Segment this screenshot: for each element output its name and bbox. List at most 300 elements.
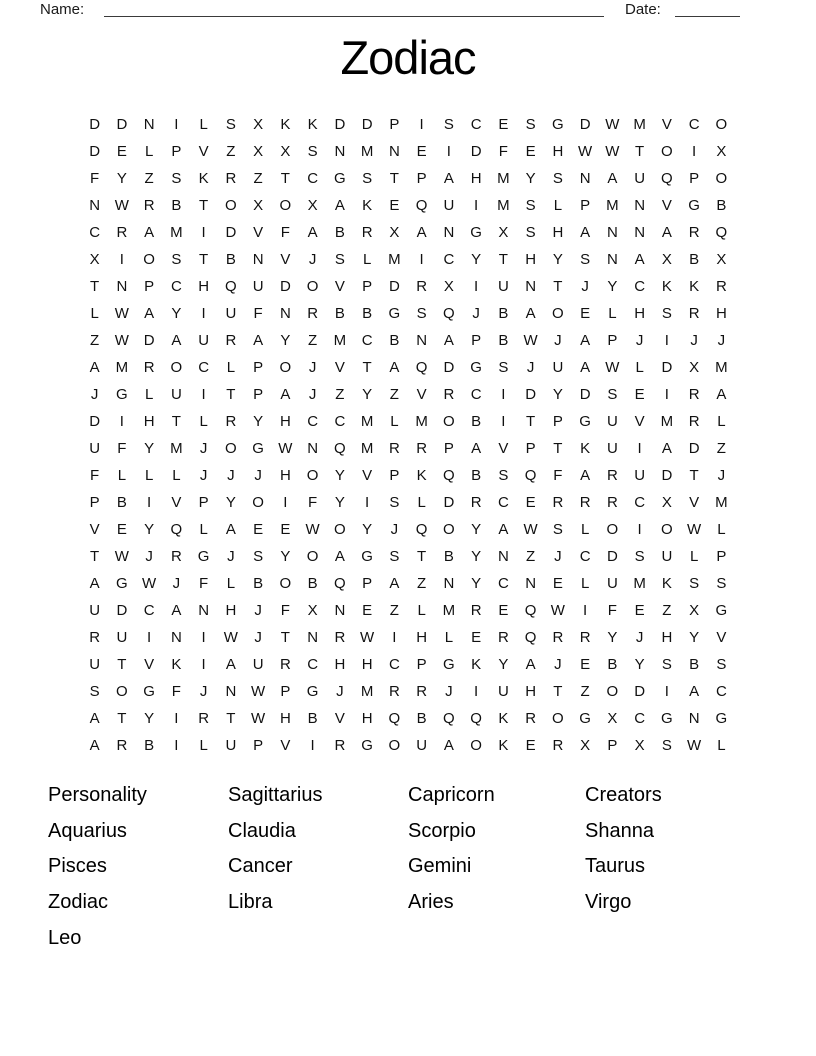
- grid-letter: U: [416, 737, 428, 754]
- grid-letter: O: [306, 548, 319, 565]
- grid-letter: I: [174, 737, 179, 754]
- grid-letter: A: [416, 224, 427, 241]
- grid-letter: E: [116, 143, 127, 160]
- grid-letter: E: [471, 629, 482, 646]
- grid-letter: Q: [443, 710, 455, 727]
- grid-letter: E: [525, 494, 536, 511]
- grid-letter: T: [117, 710, 127, 727]
- grid-letter: R: [688, 305, 700, 322]
- grid-letter: R: [307, 305, 319, 322]
- word-list-item: Aquarius: [48, 819, 127, 842]
- grid-letter: M: [633, 116, 646, 133]
- grid-letter: A: [580, 359, 591, 376]
- grid-letter: P: [198, 494, 209, 511]
- grid-letter: U: [634, 170, 646, 187]
- grid-letter: J: [308, 359, 317, 376]
- grid-letter: V: [634, 413, 645, 430]
- word-list-column: [408, 778, 585, 957]
- word-list: [48, 778, 768, 957]
- grid-letter: L: [635, 359, 644, 376]
- word-list-item: Claudia: [228, 819, 296, 842]
- grid-letter: R: [143, 359, 155, 376]
- grid-letter: W: [114, 332, 129, 349]
- grid-letter: J: [199, 467, 208, 484]
- grid-letter: C: [497, 575, 509, 592]
- grid-letter: A: [253, 332, 264, 349]
- grid-letter: S: [362, 170, 373, 187]
- grid-letter: P: [89, 494, 100, 511]
- grid-letter: Y: [552, 386, 563, 403]
- grid-letter: E: [525, 737, 536, 754]
- grid-letter: D: [361, 116, 373, 133]
- grid-letter: N: [497, 548, 509, 565]
- word-list-column: [48, 778, 228, 957]
- grid-letter: T: [226, 710, 236, 727]
- grid-letter: E: [498, 602, 509, 619]
- grid-letter: S: [634, 548, 645, 565]
- grid-letter: Q: [225, 278, 237, 295]
- grid-letter: N: [443, 224, 455, 241]
- date-label: Date:: [625, 1, 661, 18]
- grid-letter: U: [552, 359, 564, 376]
- grid-letter: P: [362, 278, 373, 295]
- grid-letter: Q: [443, 305, 455, 322]
- grid-letter: N: [388, 143, 400, 160]
- grid-letter: G: [661, 710, 673, 727]
- grid-letter: I: [365, 494, 370, 511]
- grid-letter: B: [498, 332, 509, 349]
- grid-letter: O: [306, 467, 319, 484]
- grid-letter: P: [607, 737, 618, 754]
- grid-letter: F: [498, 143, 508, 160]
- grid-letter: I: [201, 386, 206, 403]
- grid-letter: B: [144, 737, 155, 754]
- grid-letter: D: [661, 467, 673, 484]
- grid-letter: O: [252, 494, 264, 511]
- grid-letter: V: [661, 197, 672, 214]
- grid-letter: I: [283, 494, 288, 511]
- grid-letter: I: [147, 494, 152, 511]
- grid-letter: V: [498, 440, 509, 457]
- grid-letter: K: [471, 656, 482, 673]
- grid-letter: S: [661, 737, 672, 754]
- grid-letter: X: [253, 116, 264, 133]
- grid-letter: V: [253, 224, 264, 241]
- grid-letter: J: [199, 683, 208, 700]
- grid-letter: N: [143, 116, 155, 133]
- grid-letter: D: [443, 359, 455, 376]
- grid-letter: W: [114, 305, 129, 322]
- grid-letter: C: [307, 170, 319, 187]
- grid-letter: B: [253, 575, 264, 592]
- grid-letter: J: [336, 683, 344, 700]
- grid-letter: G: [306, 683, 319, 700]
- grid-letter: B: [389, 332, 400, 349]
- grid-letter: Z: [253, 170, 263, 187]
- grid-letter: A: [525, 656, 536, 673]
- grid-letter: N: [279, 305, 291, 322]
- grid-letter: K: [362, 197, 373, 214]
- grid-letter: N: [443, 575, 455, 592]
- grid-letter: A: [580, 467, 591, 484]
- grid-letter: S: [334, 251, 345, 268]
- grid-letter: M: [170, 440, 183, 457]
- grid-letter: A: [661, 224, 672, 241]
- grid-letter: J: [635, 332, 644, 349]
- word-list-column: [585, 778, 765, 957]
- grid-letter: K: [280, 116, 291, 133]
- grid-letter: G: [334, 170, 346, 187]
- grid-letter: E: [634, 386, 645, 403]
- grid-letter: I: [501, 386, 506, 403]
- grid-letter: G: [715, 602, 728, 619]
- grid-letter: A: [89, 737, 100, 754]
- grid-letter: Q: [415, 359, 428, 376]
- grid-letter: Z: [389, 386, 399, 403]
- grid-letter: Y: [171, 305, 182, 322]
- grid-letter: T: [417, 548, 427, 565]
- grid-letter: X: [634, 737, 645, 754]
- grid-letter: F: [199, 575, 209, 592]
- grid-letter: W: [114, 197, 129, 214]
- grid-letter: B: [116, 494, 127, 511]
- word-list-item: Personality: [48, 784, 147, 806]
- grid-letter: T: [90, 548, 100, 565]
- grid-letter: W: [223, 629, 238, 646]
- grid-letter: G: [143, 683, 155, 700]
- grid-letter: P: [253, 359, 264, 376]
- grid-letter: J: [90, 386, 99, 403]
- grid-letter: K: [498, 710, 509, 727]
- grid-letter: P: [253, 737, 264, 754]
- grid-letter: S: [552, 170, 563, 187]
- grid-letter: D: [470, 143, 482, 160]
- grid-letter: S: [498, 467, 509, 484]
- grid-letter: W: [550, 602, 565, 619]
- grid-letter: L: [553, 197, 563, 214]
- grid-letter: L: [199, 116, 208, 133]
- word-list-column: [228, 778, 408, 957]
- date-blank-line: [675, 16, 740, 17]
- grid-letter: D: [579, 116, 591, 133]
- grid-letter: R: [552, 629, 564, 646]
- grid-letter: V: [334, 359, 345, 376]
- grid-letter: J: [635, 629, 644, 646]
- grid-letter: A: [443, 332, 454, 349]
- grid-letter: O: [279, 197, 292, 214]
- grid-letter: M: [660, 413, 674, 430]
- grid-letter: W: [687, 521, 702, 538]
- grid-letter: W: [605, 359, 620, 376]
- grid-letter: V: [362, 467, 373, 484]
- grid-letter: Y: [471, 548, 482, 565]
- grid-letter: M: [115, 359, 129, 376]
- grid-letter: W: [523, 332, 538, 349]
- grid-letter: I: [692, 143, 697, 160]
- grid-letter: R: [116, 737, 128, 754]
- grid-letter: V: [280, 251, 291, 268]
- grid-letter: Q: [334, 575, 346, 592]
- grid-letter: O: [334, 521, 346, 538]
- grid-letter: O: [225, 440, 237, 457]
- grid-letter: C: [634, 494, 646, 511]
- grid-letter: O: [170, 359, 183, 376]
- grid-letter: S: [716, 575, 727, 592]
- grid-letter: X: [253, 143, 264, 160]
- grid-letter: U: [661, 548, 673, 565]
- grid-letter: A: [443, 737, 454, 754]
- grid-letter: N: [688, 710, 700, 727]
- grid-letter: C: [361, 332, 373, 349]
- word-list-item: Zodiac: [48, 891, 109, 914]
- grid-letter: J: [227, 467, 235, 484]
- grid-letter: Z: [226, 143, 236, 160]
- grid-letter: R: [552, 737, 564, 754]
- grid-letter: R: [225, 413, 237, 430]
- grid-letter: E: [552, 575, 563, 592]
- grid-letter: J: [554, 332, 562, 349]
- grid-letter: U: [606, 413, 618, 430]
- grid-letter: V: [280, 737, 291, 754]
- grid-letter: X: [253, 197, 264, 214]
- grid-letter: X: [689, 602, 700, 619]
- grid-letter: L: [417, 602, 426, 619]
- grid-letter: L: [117, 467, 127, 484]
- grid-letter: T: [90, 278, 100, 295]
- grid-letter: L: [199, 737, 208, 754]
- grid-letter: D: [89, 143, 101, 160]
- grid-letter: J: [227, 548, 235, 565]
- grid-letter: X: [607, 710, 618, 727]
- grid-letter: I: [446, 143, 451, 160]
- grid-letter: I: [474, 197, 479, 214]
- grid-letter: D: [334, 116, 346, 133]
- grid-letter: Y: [634, 656, 645, 673]
- grid-letter: Z: [716, 440, 726, 457]
- grid-letter: A: [334, 197, 345, 214]
- grid-letter: Z: [335, 386, 345, 403]
- grid-letter: P: [716, 548, 727, 565]
- grid-letter: E: [362, 602, 373, 619]
- grid-letter: V: [198, 143, 209, 160]
- grid-letter: N: [334, 143, 346, 160]
- grid-letter: G: [197, 548, 210, 565]
- grid-letter: O: [552, 710, 564, 727]
- grid-letter: E: [634, 602, 645, 619]
- grid-letter: O: [279, 359, 292, 376]
- grid-letter: O: [279, 575, 292, 592]
- grid-letter: J: [717, 467, 726, 484]
- grid-letter: H: [279, 710, 291, 727]
- grid-letter: Z: [90, 332, 100, 349]
- grid-letter: D: [116, 116, 128, 133]
- grid-letter: L: [226, 359, 236, 376]
- grid-letter: R: [143, 197, 155, 214]
- grid-letter: M: [606, 197, 619, 214]
- word-list-item: Cancer: [228, 855, 293, 878]
- grid-letter: L: [90, 305, 99, 322]
- grid-letter: M: [715, 494, 728, 511]
- grid-letter: B: [362, 305, 373, 322]
- grid-letter: A: [171, 332, 182, 349]
- grid-letter: L: [717, 413, 726, 430]
- grid-letter: U: [497, 683, 509, 700]
- grid-letter: B: [607, 656, 618, 673]
- word-list-item: Pisces: [48, 855, 107, 878]
- grid-letter: R: [279, 656, 291, 673]
- grid-letter: S: [307, 143, 318, 160]
- grid-letter: W: [578, 143, 593, 160]
- grid-letter: T: [199, 251, 209, 268]
- grid-letter: E: [498, 116, 509, 133]
- grid-letter: S: [253, 548, 264, 565]
- grid-letter: I: [637, 440, 642, 457]
- grid-letter: X: [307, 602, 318, 619]
- grid-letter: H: [552, 143, 564, 160]
- grid-letter: S: [89, 683, 100, 700]
- word-list-item: Aries: [408, 891, 454, 914]
- grid-letter: U: [497, 278, 509, 295]
- grid-letter: Z: [662, 602, 672, 619]
- grid-letter: E: [580, 656, 591, 673]
- grid-letter: M: [170, 224, 183, 241]
- grid-letter: G: [361, 737, 373, 754]
- grid-letter: B: [225, 251, 236, 268]
- grid-letter: B: [689, 656, 700, 673]
- grid-letter: A: [280, 386, 291, 403]
- grid-letter: W: [251, 710, 266, 727]
- grid-letter: U: [225, 305, 237, 322]
- grid-letter: T: [117, 656, 127, 673]
- grid-letter: Q: [524, 602, 537, 619]
- grid-letter: J: [390, 521, 399, 538]
- grid-letter: E: [253, 521, 264, 538]
- grid-letter: Y: [280, 332, 291, 349]
- grid-letter: I: [201, 305, 206, 322]
- grid-letter: V: [144, 656, 155, 673]
- grid-letter: U: [170, 386, 182, 403]
- grid-letter: Y: [607, 278, 618, 295]
- grid-letter: S: [661, 305, 672, 322]
- grid-letter: T: [553, 278, 563, 295]
- grid-letter: M: [497, 170, 510, 187]
- grid-letter: R: [688, 224, 700, 241]
- grid-letter: S: [416, 305, 427, 322]
- grid-letter: W: [114, 548, 129, 565]
- grid-letter: P: [253, 386, 264, 403]
- grid-letter: C: [470, 386, 482, 403]
- grid-letter: E: [389, 197, 400, 214]
- grid-letter: M: [715, 359, 728, 376]
- grid-letter: B: [334, 224, 345, 241]
- grid-letter: X: [661, 251, 672, 268]
- grid-letter: N: [579, 170, 591, 187]
- grid-letter: W: [523, 521, 538, 538]
- grid-letter: I: [664, 332, 669, 349]
- grid-letter: Y: [225, 494, 236, 511]
- grid-letter: M: [360, 143, 374, 160]
- grid-letter: H: [225, 602, 237, 619]
- grid-letter: U: [198, 332, 210, 349]
- grid-letter: H: [525, 683, 537, 700]
- grid-letter: N: [606, 224, 618, 241]
- grid-letter: I: [201, 656, 206, 673]
- grid-letter: E: [525, 143, 536, 160]
- grid-letter: H: [334, 656, 346, 673]
- grid-letter: N: [198, 602, 210, 619]
- grid-letter: A: [471, 440, 482, 457]
- grid-letter: T: [280, 170, 290, 187]
- grid-letter: B: [716, 197, 727, 214]
- grid-letter: Z: [389, 602, 399, 619]
- grid-letter: I: [119, 251, 124, 268]
- grid-letter: L: [144, 143, 154, 160]
- grid-letter: A: [225, 656, 236, 673]
- grid-letter: D: [89, 413, 101, 430]
- grid-letter: P: [171, 143, 182, 160]
- grid-letter: A: [89, 710, 100, 727]
- grid-letter: J: [445, 683, 453, 700]
- grid-letter: Y: [498, 656, 509, 673]
- grid-letter: J: [254, 629, 262, 646]
- grid-letter: N: [225, 683, 237, 700]
- grid-letter: N: [116, 278, 128, 295]
- grid-letter: H: [715, 305, 727, 322]
- grid-letter: R: [361, 224, 373, 241]
- grid-letter: I: [419, 116, 424, 133]
- grid-letter: Y: [607, 629, 618, 646]
- grid-letter: S: [389, 494, 400, 511]
- grid-letter: P: [362, 575, 373, 592]
- grid-letter: W: [605, 116, 620, 133]
- grid-letter: I: [637, 521, 642, 538]
- grid-letter: T: [553, 683, 563, 700]
- grid-letter: J: [717, 332, 726, 349]
- grid-letter: J: [308, 386, 317, 403]
- grid-letter: N: [170, 629, 182, 646]
- grid-letter: P: [389, 467, 400, 484]
- grid-letter: V: [334, 710, 345, 727]
- grid-letter: W: [687, 737, 702, 754]
- grid-letter: P: [416, 170, 427, 187]
- grid-letter: I: [310, 737, 315, 754]
- grid-letter: Y: [334, 467, 345, 484]
- grid-letter: R: [170, 548, 182, 565]
- grid-letter: R: [579, 629, 591, 646]
- grid-letter: V: [89, 521, 100, 538]
- grid-letter: X: [580, 737, 591, 754]
- grid-letter: G: [116, 386, 128, 403]
- grid-letter: P: [552, 413, 563, 430]
- grid-letter: R: [579, 494, 591, 511]
- grid-letter: R: [470, 602, 482, 619]
- grid-letter: N: [416, 332, 428, 349]
- grid-letter: T: [526, 413, 536, 430]
- grid-letter: Y: [116, 170, 127, 187]
- grid-letter: U: [606, 575, 618, 592]
- grid-letter: B: [307, 575, 318, 592]
- grid-letter: O: [306, 278, 319, 295]
- grid-letter: O: [715, 116, 728, 133]
- grid-letter: G: [361, 548, 373, 565]
- grid-letter: A: [171, 602, 182, 619]
- grid-letter: C: [89, 224, 101, 241]
- grid-letter: Y: [471, 521, 482, 538]
- grid-letter: A: [389, 575, 400, 592]
- grid-letter: Y: [144, 440, 155, 457]
- grid-letter: A: [307, 224, 318, 241]
- grid-letter: Q: [443, 467, 455, 484]
